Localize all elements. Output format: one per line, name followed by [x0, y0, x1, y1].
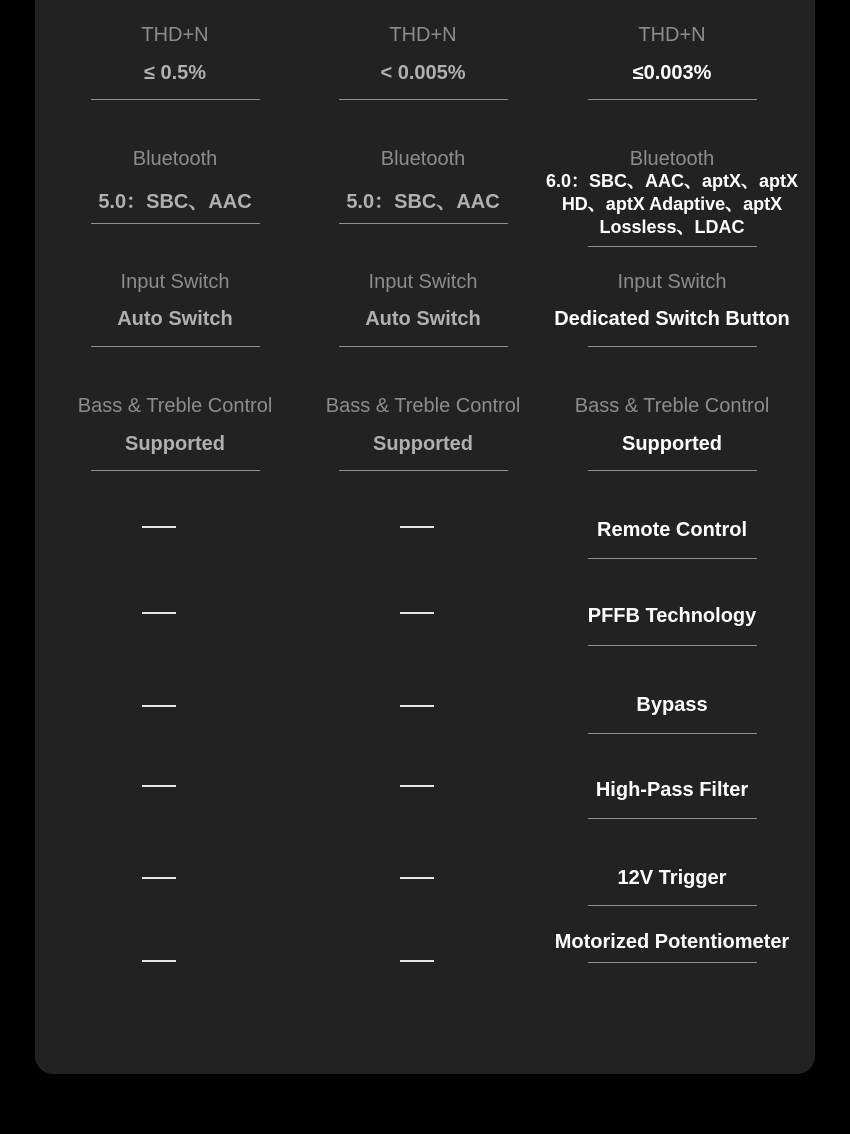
divider — [588, 645, 757, 646]
bluetooth-value: 5.0：SBC、AAC — [346, 191, 500, 213]
thdn-value: ≤0.003% — [632, 62, 712, 84]
input-switch-value: Dedicated Switch Button — [554, 308, 790, 330]
divider — [339, 99, 508, 100]
feature-motorized-potentiometer: Motorized Potentiometer — [554, 931, 790, 953]
feature-pffb-technology: PFFB Technology — [587, 605, 757, 627]
input-switch-label: Input Switch — [368, 271, 478, 293]
not-available-dash — [142, 960, 176, 962]
divider — [588, 558, 757, 559]
divider — [588, 99, 757, 100]
bluetooth-value: 5.0：SBC、AAC — [98, 191, 252, 213]
not-available-dash — [142, 705, 176, 707]
input-switch-label: Input Switch — [120, 271, 230, 293]
bluetooth-label: Bluetooth — [380, 148, 466, 170]
not-available-dash — [142, 877, 176, 879]
divider — [91, 346, 260, 347]
divider — [91, 470, 260, 471]
thdn-label: THD+N — [389, 24, 457, 46]
input-switch-value: Auto Switch — [365, 308, 481, 330]
bass-treble-value: Supported — [373, 433, 473, 455]
bluetooth-label: Bluetooth — [629, 148, 715, 170]
bass-treble-label: Bass & Treble Control — [574, 395, 770, 417]
input-switch-value: Auto Switch — [117, 308, 233, 330]
divider — [588, 470, 757, 471]
bass-treble-value: Supported — [125, 433, 225, 455]
bluetooth-value: 6.0：SBC、AAC、aptX、aptX HD、aptX Adaptive、aptX Lossless、LDAC — [545, 171, 799, 237]
bass-treble-label: Bass & Treble Control — [325, 395, 521, 417]
divider — [339, 346, 508, 347]
divider — [91, 223, 260, 224]
not-available-dash — [400, 877, 434, 879]
divider — [588, 346, 757, 347]
not-available-dash — [142, 526, 176, 528]
divider — [588, 818, 757, 819]
not-available-dash — [400, 705, 434, 707]
feature-12v-trigger: 12V Trigger — [617, 867, 727, 889]
bass-treble-label: Bass & Treble Control — [77, 395, 273, 417]
thdn-value: ≤ 0.5% — [143, 62, 207, 84]
feature-remote-control: Remote Control — [597, 519, 747, 541]
divider — [91, 99, 260, 100]
divider — [339, 223, 508, 224]
divider — [588, 246, 757, 247]
thdn-label: THD+N — [141, 24, 209, 46]
not-available-dash — [142, 785, 176, 787]
feature-bypass: Bypass — [636, 694, 708, 716]
divider — [588, 905, 757, 906]
not-available-dash — [400, 526, 434, 528]
not-available-dash — [400, 612, 434, 614]
not-available-dash — [400, 960, 434, 962]
not-available-dash — [400, 785, 434, 787]
divider — [588, 733, 757, 734]
divider — [588, 962, 757, 963]
bluetooth-label: Bluetooth — [132, 148, 218, 170]
feature-high-pass-filter: High-Pass Filter — [595, 779, 749, 801]
not-available-dash — [142, 612, 176, 614]
divider — [339, 470, 508, 471]
input-switch-label: Input Switch — [617, 271, 727, 293]
thdn-label: THD+N — [638, 24, 706, 46]
bass-treble-value: Supported — [622, 433, 722, 455]
thdn-value: < 0.005% — [380, 62, 466, 84]
